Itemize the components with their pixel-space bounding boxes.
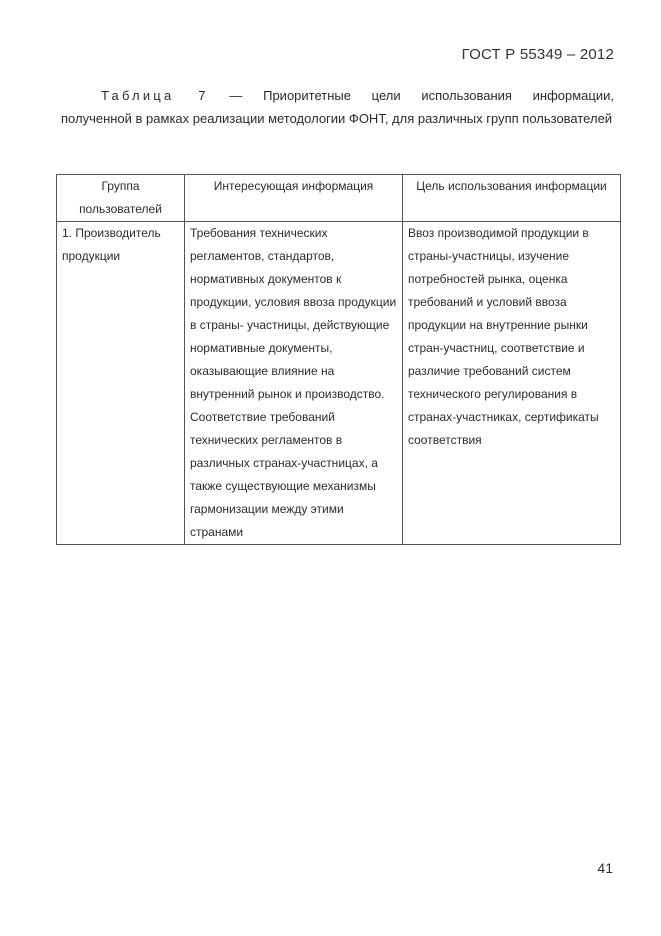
caption-label: Таблица 7 [101,88,209,103]
header-purpose: Цель использования информации [403,175,621,222]
caption-first-line [61,84,614,107]
table-caption [61,84,614,130]
priority-goals-table [56,174,621,545]
caption-line1: Приоритетные цели использования информации, [263,88,614,103]
table-header-row [57,175,621,222]
caption-dash: — [229,88,243,103]
document-code: ГОСТ Р 55349 – 2012 [461,46,614,63]
caption-line2: полученной в рамках реализации методологии ФОНТ, для различных групп [61,111,519,126]
page-number: 41 [597,860,613,876]
cell-information: Требования технических регламентов, стандартов, нормативных документов к продукции, условия ввоза продукции в страны- участницы, действующие нормативные документы, оказывающие влияние на внутренний рынок и производство. Соответствие требований технических регламентов в различных странах-участницах, а также существующие механизмы гармонизации между этими странами [185,222,403,545]
header-user-group: Группа пользователей [57,175,185,222]
caption-line3: пользователей [522,111,613,126]
table-row [57,222,621,545]
cell-user-group: 1. Производитель продукции [57,222,185,545]
header-information: Интересующая информация [185,175,403,222]
cell-purpose: Ввоз производимой продукции в страны-участницы, изучение потребностей рынка, оценка требований и условий ввоза продукции на внутренние рынки стран-участниц, соответствие и различие требований систем технического регулирования в странах-участниках, сертификаты соответствия [403,222,621,545]
